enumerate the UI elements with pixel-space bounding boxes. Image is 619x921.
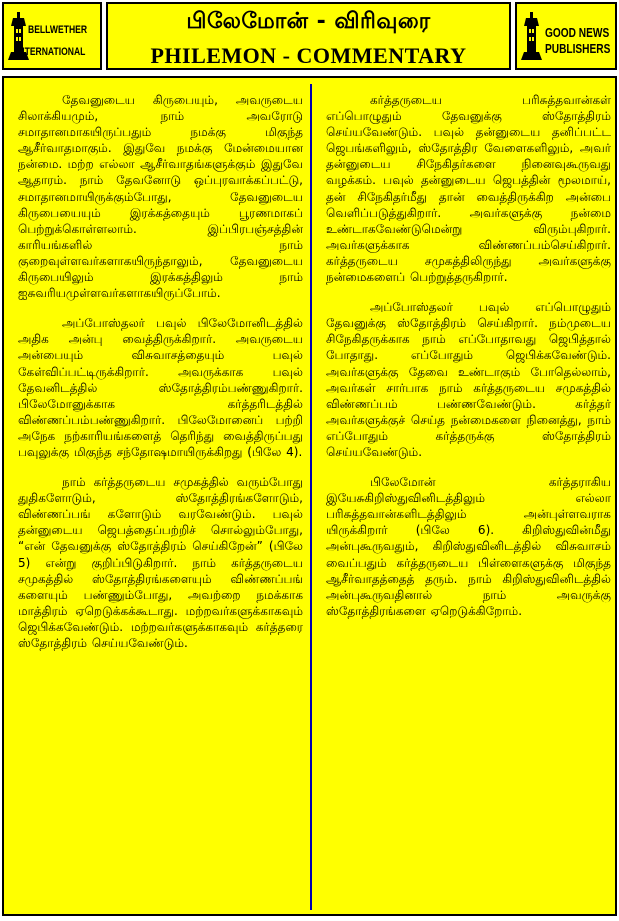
bellwether-logo-box	[2, 2, 102, 70]
left-column	[18, 92, 303, 665]
column-divider	[310, 84, 312, 910]
bellwether-logo-line2: INTERNATIONAL	[16, 46, 86, 58]
title-box	[106, 2, 511, 70]
left-paragraph: தேவனுடைய கிருபையும், அவருடைய சிலாக்கியமும், நாம் அவரோடு சமாதானமாகயிருப்பதும் நமக்கு மிகுந்த ஆசீர்வாதமாகும். இதுவே நமக்கு மேன்மையான நன்மை. மற்ற எல்லா ஆசீர்வாதங்களுக்கும் இதுவே ஆதாரம். நாம் தேவனோடு ஒப்புரவாக்கப்பட்டு, சமாதானமாயிருக்கும்போது, தேவனுடைய கிருபையையும் இரக்கத்தையும் பூரணமாகப் பெற்றுக்கொள்ளலாம். இப்பிரபஞ்சத்தின் காரியங்களில் நாம் குறைவுள்ளவர்களாகயிருந்தாலும், தேவனுடைய கிருபையிலும் இரக்கத்திலும் நாம் ஐசுவரியமுள்ளவர்களாகயிருப்போம்.	[18, 93, 303, 301]
right-column	[326, 92, 611, 633]
right-paragraph: கர்த்தருடைய பரிசுத்தவான்கள் எப்பொழுதும் தேவனுக்கு ஸ்தோத்திரம் செய்யவேண்டும். பவுல் தன்னுடைய தனிப்பட்ட ஜெபங்களிலும், ஸ்தோத்திர வேளைகளிலும், அவர் தன்னுடைய சிநேகிதர்களை நினைவுகூருவது வழக்கம். பவுல் தன்னுடைய ஜெபத்தின் மூலமாய், தன் சிநேகிதர்மீது தான் வைத்திருக்கிற அன்பை வெளிப்படுத்துகிறார். அவர்களுக்கு நன்மை உண்டாகவேண்டுமென்று விரும்புகிறார். அவர்களுக்காக விண்ணப்பம்செய்கிறார். கர்த்தருடைய சமுகத்திலிருந்து அவர்களுக்கு நன்மைகளைப் பெற்றுத்தருகிறார்.	[326, 93, 611, 285]
good-news-logo-line1: GOOD NEWS	[545, 25, 610, 40]
good-news-logo-line2: PUBLISHERS	[545, 41, 611, 56]
left-paragraph: அப்போஸ்தலர் பவுல் பிலேமோனிடத்தில் அதிக அன்பு வைத்திருக்கிறார். அவருடைய அன்பையும் விசுவாசத்தையும் பவுல் கேள்விப்பட்டிருக்கிறார். அவருக்காக பவுல் தேவனிடத்தில் ஸ்தோத்திரம்பண்ணுகிறார். பிலேமோனுக்காக கர்த்தரிடத்தில் விண்ணப்பம்பண்ணுகிறார். பிலேமோனைப் பற்றி அநேக நற்காரியங்களைத் தெரிந்து வைத்திருப்பது பவுலுக்கு மிகுந்த சந்தோஷமாயிருக்கிறது (பிலே 4).	[18, 316, 303, 459]
left-paragraph: நாம் கர்த்தருடைய சமுகத்தில் வரும்போது துதிகளோடும், ஸ்தோத்திரங்களோடும், விண்ணப்பங் களோடும் வரவேண்டும். பவுல் தன்னுடைய ஜெபத்தைப்பற்றிச் சொல்லும்போது, “என் தேவனுக்கு ஸ்தோத்திரம் செய்கிறேன்” (பிலே 5) என்று குறிப்பிடுகிறார். நாம் கர்த்தருடைய சமுகத்தில் ஸ்தோத்திரங்களையும் விண்ணப்பங் களையும் பண்ணும்போது, அவற்றை நமக்காக மாத்திரம் ஏறெடுக்கக்கூடாது. மற்றவர்களுக்காகவும் ஜெபிக்கவேண்டும். மற்றவர்களுக்காகவும் கர்த்தரை ஸ்தோத்திரம் செய்யவேண்டும்.	[18, 475, 303, 650]
right-paragraph: பிலேமோன் கர்த்தராகிய இயேசுகிறிஸ்துவினிடத்திலும் எல்லா பரிசுத்தவான்களிடத்திலும் அன்புள்ளவராக யிருக்கிறார் (பிலே 6). கிறிஸ்துவின்மீது அன்புகூருவதும், கிறிஸ்துவினிடத்தில் விசுவாசம் வைப்பதும் கர்த்தருடைய பிள்ளைகளுக்கு மிகுந்த ஆசீர்வாதத்தைத் தரும். நாம் கிறிஸ்துவினிடத்தில் அன்புகூருவதினால் நாம் அவருக்கு ஸ்தோத்திரங்களை ஏறெடுக்கிறோம்.	[326, 475, 611, 618]
page-title-english: PHILEMON - COMMENTARY	[150, 43, 467, 68]
good-news-tower-icon	[521, 12, 543, 60]
page-title-tamil: பிலேமோன் - விரிவுரை	[186, 9, 431, 34]
right-paragraph: அப்போஸ்தலர் பவுல் எப்பொழுதும் தேவனுக்கு ஸ்தோத்திரம் செய்கிறார். நம்முடைய சிநேகிதருக்காக நாம் எப்போதாவது ஜெபித்தால் போதாது. எப்போதும் ஜெபிக்கவேண்டும். அவர்களுக்கு தேவை உண்டாகும் போதெல்லாம், அவர்கள் சார்பாக நாம் கர்த்தருடைய சமுகத்தில் விண்ணப்பம் பண்ணவேண்டும். கர்த்தர் அவர்களுக்குச் செய்த நன்மைகளை நினைத்து, நாம் எப்போதும் கர்த்தருக்கு ஸ்தோத்திரம் செய்யவேண்டும்.	[326, 300, 611, 459]
commentary-body	[2, 76, 617, 916]
good-news-logo-box	[515, 2, 617, 70]
bellwether-logo-line1: BELLWETHER	[28, 24, 88, 36]
